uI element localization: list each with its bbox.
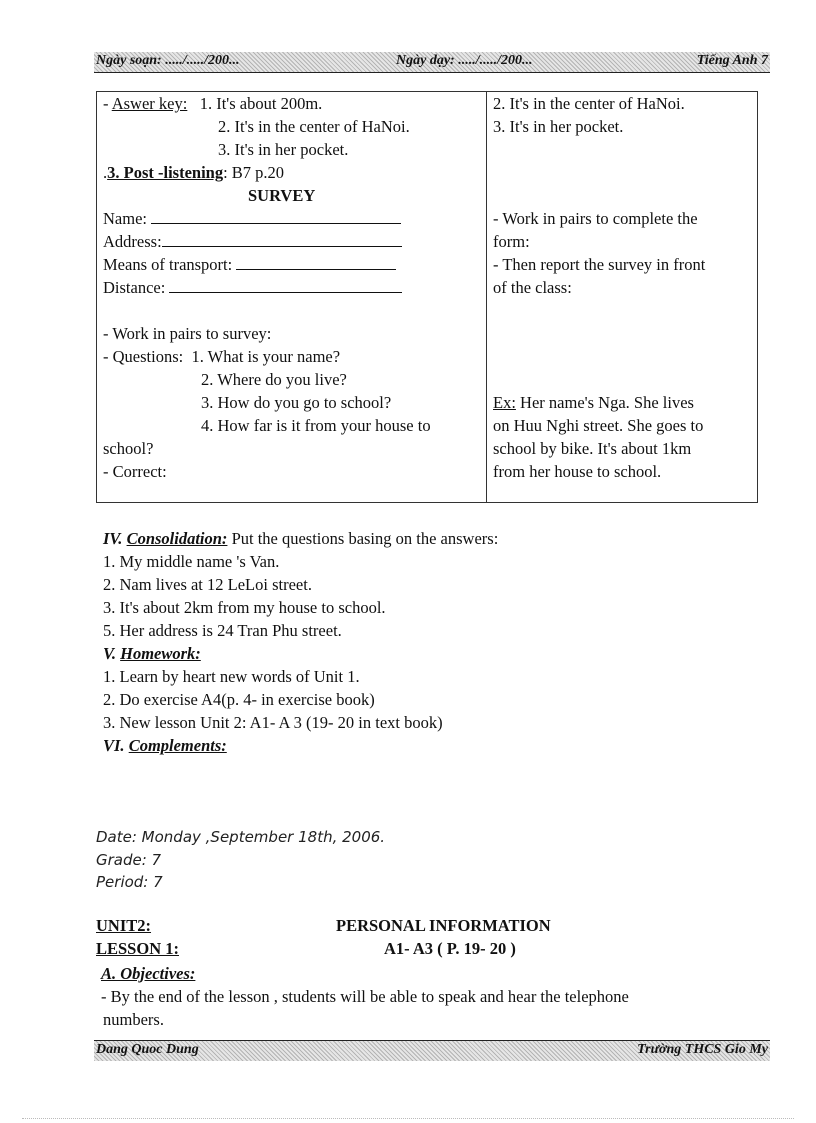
example-line-1: Her name's Nga. She lives <box>515 393 694 412</box>
teacher-activity-column <box>97 92 487 503</box>
teach-date: Ngày dạy: ...../...../200... <box>396 53 533 68</box>
page-bottom-divider <box>22 1118 794 1119</box>
instruction-4: of the class: <box>493 278 572 297</box>
right-answer-3: 3. It's in her pocket. <box>493 117 624 136</box>
objectives-line-1: - By the end of the lesson , students will be able to speak and hear the telephone <box>101 987 629 1006</box>
post-listening-label: 3. Post -listening <box>107 163 224 182</box>
consolidation-item-4: 5. Her address is 24 Tran Phu street. <box>103 621 342 640</box>
lesson-date: Date: Monday ,September 18th, 2006. <box>96 828 386 846</box>
consolidation-instruction: Put the questions basing on the answers: <box>227 529 499 548</box>
survey-title: SURVEY <box>248 186 316 205</box>
footer-author: Dang Quoc Dung <box>96 1042 199 1057</box>
page-footer <box>94 1040 770 1061</box>
question-2: 2. Where do you live? <box>201 370 347 389</box>
instruction-1: - Work in pairs to complete the <box>493 209 698 228</box>
right-answer-2: 2. It's in the center of HaNoi. <box>493 94 685 113</box>
answer-key-label: Aswer key: <box>111 94 188 113</box>
form-field-address: Address: <box>103 230 480 253</box>
prep-date: Ngày soạn: ...../...../200... <box>96 53 240 68</box>
example-line-3: school by bike. It's about 1km <box>493 439 692 458</box>
lesson-grade: Grade: 7 <box>96 850 162 869</box>
question-4: 4. How far is it from your house to <box>201 416 431 435</box>
lesson-period: Period: 7 <box>96 873 163 891</box>
questions-label: - Questions: <box>103 347 184 366</box>
unit-title: PERSONAL INFORMATION <box>336 916 551 935</box>
unit-label: UNIT2: <box>96 916 152 935</box>
questions-row <box>103 345 480 368</box>
objectives-heading: A. Objectives: <box>101 964 196 983</box>
complements-heading: Complements: <box>128 736 227 755</box>
consolidation-item-1: 1. My middle name 's Van. <box>103 552 280 571</box>
consolidation-heading: Consolidation: <box>126 529 228 548</box>
name-blank <box>151 208 401 224</box>
example-label: Ex: <box>493 393 516 412</box>
subject-label: Tiếng Anh 7 <box>696 53 768 68</box>
consolidation-section <box>103 527 498 757</box>
answer-2: 2. It's in the center of HaNoi. <box>218 117 410 136</box>
answer-key-row: - Aswer key: 1. It's about 200m. <box>103 94 323 113</box>
homework-item-3: 3. New lesson Unit 2: A1- A 3 (19- 20 in text book) <box>103 713 443 732</box>
page-header <box>94 52 770 73</box>
answer-1: 1. It's about 200m. <box>199 94 323 113</box>
homework-heading: Homework: <box>120 644 201 663</box>
homework-item-2: 2. Do exercise A4(p. 4- in exercise book) <box>103 690 375 709</box>
example-line-2: on Huu Nghi street. She goes to <box>493 416 704 435</box>
lesson-table <box>96 91 758 503</box>
complements-heading-row: VI. Complements: <box>103 736 227 755</box>
correct-label: - Correct: <box>103 462 167 481</box>
answer-3: 3. It's in her pocket. <box>218 140 349 159</box>
address-blank <box>162 231 402 247</box>
form-field-transport: Means of transport: <box>103 253 480 276</box>
form-field-distance: Distance: <box>103 276 480 299</box>
student-activity-column <box>487 92 758 503</box>
distance-blank <box>169 277 402 293</box>
lesson-label: LESSON 1: <box>96 939 179 958</box>
homework-item-1: 1. Learn by heart new words of Unit 1. <box>103 667 360 686</box>
consolidation-heading-row: IV. Consolidation: Put the questions basing on the answers: <box>103 529 499 548</box>
example-row <box>493 391 751 414</box>
question-1: 1. What is your name? <box>191 347 341 366</box>
post-listening-ref: : B7 p.20 <box>223 163 285 182</box>
objectives-line-2: numbers. <box>103 1010 164 1029</box>
lesson-title: A1- A3 ( P. 19- 20 ) <box>384 939 516 958</box>
consolidation-item-3: 3. It's about 2km from my house to school. <box>103 598 386 617</box>
example-line-4: from her house to school. <box>493 462 662 481</box>
consolidation-item-2: 2. Nam lives at 12 LeLoi street. <box>103 575 312 594</box>
objectives-section <box>101 962 629 1031</box>
question-4-wrap: school? <box>103 439 154 458</box>
footer-school: Trường THCS Gio My <box>637 1042 768 1057</box>
instruction-2: form: <box>493 232 530 251</box>
post-listening-row: .3. Post -listening: B7 p.20 <box>103 163 285 182</box>
lesson-info <box>96 826 385 894</box>
homework-heading-row: V. Homework: <box>103 644 201 663</box>
transport-blank <box>236 254 396 270</box>
pair-work: - Work in pairs to survey: <box>103 324 272 343</box>
instruction-3: - Then report the survey in front <box>493 255 706 274</box>
question-3: 3. How do you go to school? <box>201 393 392 412</box>
form-field-name: Name: <box>103 207 480 230</box>
